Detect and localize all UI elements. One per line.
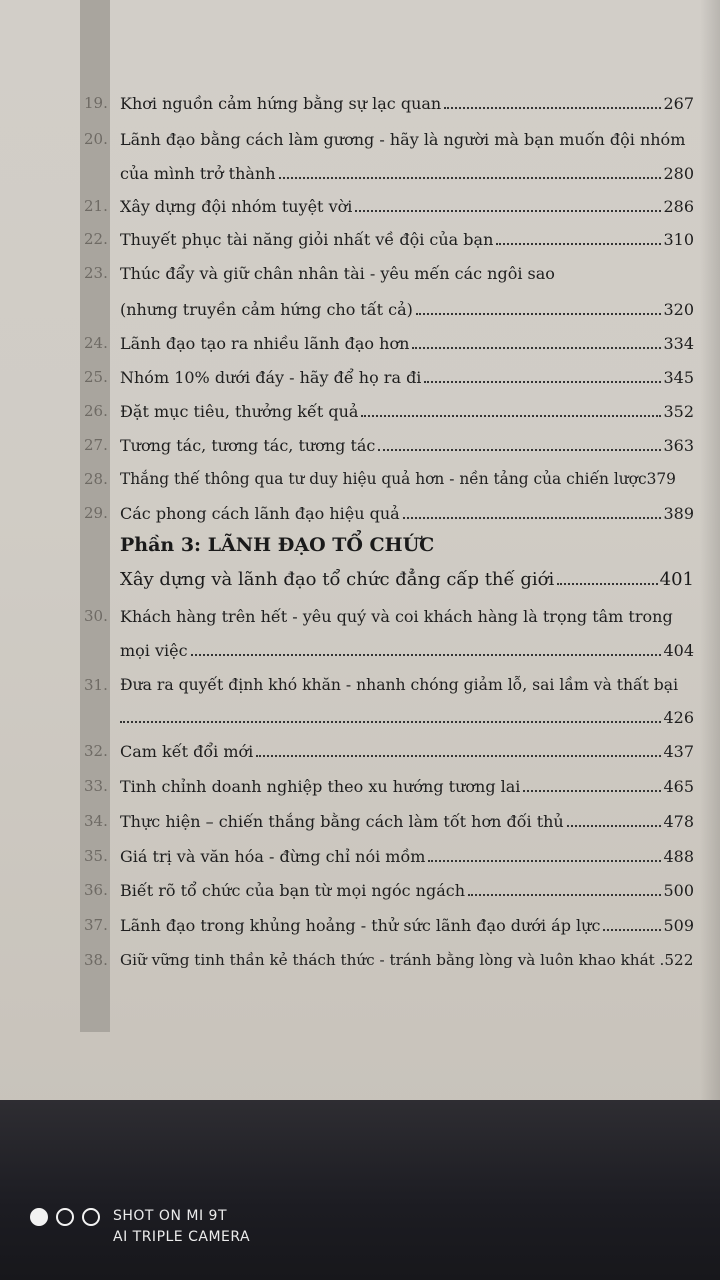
entry-number: 33. <box>84 777 108 795</box>
entry-title-cont: của mình trở thành <box>120 164 276 183</box>
part-heading: Phần 3: LÃNH ĐẠO TỔ CHỨC <box>120 534 435 556</box>
entry-number: 23. <box>84 264 108 282</box>
leader-dots <box>603 928 661 931</box>
entry-line <box>120 708 694 727</box>
entry-number: 32. <box>84 742 108 760</box>
entry-page: 478 <box>663 812 694 831</box>
leader-dots <box>120 720 661 723</box>
entry-line <box>120 916 694 935</box>
entry-line <box>120 300 694 319</box>
entry-title: Xây dựng đội nhóm tuyệt vời <box>120 197 353 216</box>
leader-dots <box>496 242 661 245</box>
entry-page: 320 <box>663 300 694 319</box>
leader-dots <box>523 789 661 792</box>
entry-title: Thắng thế thông qua tư duy hiệu quả hơn - nền tảng của chiến lược <box>120 470 647 488</box>
entry-line <box>120 951 694 969</box>
entry-page: 379 <box>646 470 676 488</box>
entry-title: Cam kết đổi mới <box>120 742 254 761</box>
entry-title: Giá trị và văn hóa - đừng chỉ nói mồm <box>120 847 426 866</box>
entry-line <box>120 436 694 455</box>
lens-outline-icon <box>56 1208 74 1226</box>
leader-dots <box>256 754 661 757</box>
leader-dots <box>416 312 662 315</box>
entry-page: 286 <box>663 197 694 216</box>
entry-title: Lãnh đạo tạo ra nhiều lãnh đạo hơn <box>120 334 410 353</box>
camera-watermark <box>113 1206 250 1248</box>
entry-line <box>120 641 694 660</box>
entry-page: 426 <box>663 708 694 727</box>
entry-number: 20. <box>84 130 108 148</box>
entry-number: 22. <box>84 230 108 248</box>
entry-number: 28. <box>84 470 108 488</box>
entry-page: 363 <box>663 436 694 455</box>
entry-line <box>120 368 694 387</box>
entry-line <box>120 812 694 831</box>
entry-line <box>120 777 694 796</box>
entry-page: 280 <box>663 164 694 183</box>
entry-line <box>120 94 694 113</box>
entry-line <box>120 470 694 488</box>
entry-line <box>120 881 694 900</box>
entry-number: 24. <box>84 334 108 352</box>
entry-number: 35. <box>84 847 108 865</box>
entry-title-cont: (nhưng truyền cảm hứng cho tất cả) <box>120 300 413 319</box>
camera-lens-icons <box>30 1208 100 1226</box>
entry-page: 345 <box>663 368 694 387</box>
entry-line <box>120 847 694 866</box>
entry-title: Biết rõ tổ chức của bạn từ mọi ngóc ngách <box>120 881 465 900</box>
entry-page: 404 <box>663 641 694 660</box>
entry-title: Thuyết phục tài năng giỏi nhất về đội của bạn <box>120 230 494 249</box>
entry-title: Thực hiện – chiến thắng bằng cách làm tốt hơn đối thủ <box>120 812 564 831</box>
entry-title: Thúc đẩy và giữ chân nhân tài - yêu mến các ngôi sao <box>120 264 555 283</box>
entry-title: Nhóm 10% dưới đáy - hãy để họ ra đi <box>120 368 422 387</box>
leader-dots <box>378 448 661 451</box>
entry-number: 31. <box>84 676 108 694</box>
entry-number: 29. <box>84 504 108 522</box>
watermark-line-2: AI TRIPLE CAMERA <box>113 1229 251 1245</box>
leader-dots <box>444 106 661 109</box>
leader-dots <box>361 414 661 417</box>
entry-number: 21. <box>84 197 108 215</box>
leader-dots <box>567 824 662 827</box>
entry-number: 37. <box>84 916 108 934</box>
entry-page: 352 <box>663 402 694 421</box>
part-page: 401 <box>659 569 694 590</box>
entry-title-cont: mọi việc <box>120 641 188 660</box>
entry-title: Khách hàng trên hết - yêu quý và coi khách hàng là trọng tâm trong <box>120 607 673 626</box>
entry-line <box>120 742 694 761</box>
entry-number: 25. <box>84 368 108 386</box>
leader-dots <box>424 380 661 383</box>
entry-title: Đặt mục tiêu, thưởng kết quả <box>120 402 359 421</box>
entry-page: 522 <box>664 951 694 969</box>
entry-number: 27. <box>84 436 108 454</box>
entry-page: 488 <box>663 847 694 866</box>
leader-dots <box>468 893 661 896</box>
leader-dots <box>403 516 662 519</box>
lens-filled-icon <box>30 1208 48 1226</box>
entry-title: Lãnh đạo bằng cách làm gương - hãy là người mà bạn muốn đội nhóm <box>120 130 686 149</box>
entry-page: 509 <box>663 916 694 935</box>
entry-title: Giữ vững tinh thần kẻ thách thức - tránh bằng lòng và luôn khao khát . <box>120 951 665 969</box>
entry-title: Tương tác, tương tác, tương tác <box>120 436 376 455</box>
entry-page: 334 <box>663 334 694 353</box>
entry-page: 267 <box>663 94 694 113</box>
lens-outline-icon <box>82 1208 100 1226</box>
entry-number: 26. <box>84 402 108 420</box>
entry-title: Tinh chỉnh doanh nghiệp theo xu hướng tương lai <box>120 777 521 796</box>
leader-dots <box>191 653 662 656</box>
entry-title: Lãnh đạo trong khủng hoảng - thử sức lãnh đạo dưới áp lực <box>120 916 601 935</box>
entry-page: 310 <box>663 230 694 249</box>
watermark-line-1: SHOT ON MI 9T <box>113 1208 227 1224</box>
entry-title: Khơi nguồn cảm hứng bằng sự lạc quan <box>120 94 442 113</box>
entry-line <box>120 197 694 216</box>
entry-page: 437 <box>663 742 694 761</box>
entry-line <box>120 504 694 523</box>
entry-number: 34. <box>84 812 108 830</box>
entry-page: 465 <box>663 777 694 796</box>
entry-line <box>120 164 694 183</box>
part-subtitle-line <box>120 569 694 590</box>
part-subtitle: Xây dựng và lãnh đạo tổ chức đẳng cấp thế giới <box>120 569 555 590</box>
entry-title: Các phong cách lãnh đạo hiệu quả <box>120 504 400 523</box>
leader-dots <box>557 582 657 585</box>
entry-page: 500 <box>663 881 694 900</box>
entry-line <box>120 402 694 421</box>
entry-line <box>120 334 694 353</box>
leader-dots <box>279 176 662 179</box>
entry-number: 38. <box>84 951 108 969</box>
entry-number: 30. <box>84 607 108 625</box>
entry-number: 19. <box>84 94 108 112</box>
entry-number: 36. <box>84 881 108 899</box>
leader-dots <box>412 346 661 349</box>
entry-title: Đưa ra quyết định khó khăn - nhanh chóng giảm lỗ, sai lầm và thất bại <box>120 676 679 694</box>
dark-background <box>0 1100 720 1280</box>
entry-line <box>120 230 694 249</box>
entry-page: 389 <box>663 504 694 523</box>
leader-dots <box>428 859 661 862</box>
leader-dots <box>355 209 661 212</box>
